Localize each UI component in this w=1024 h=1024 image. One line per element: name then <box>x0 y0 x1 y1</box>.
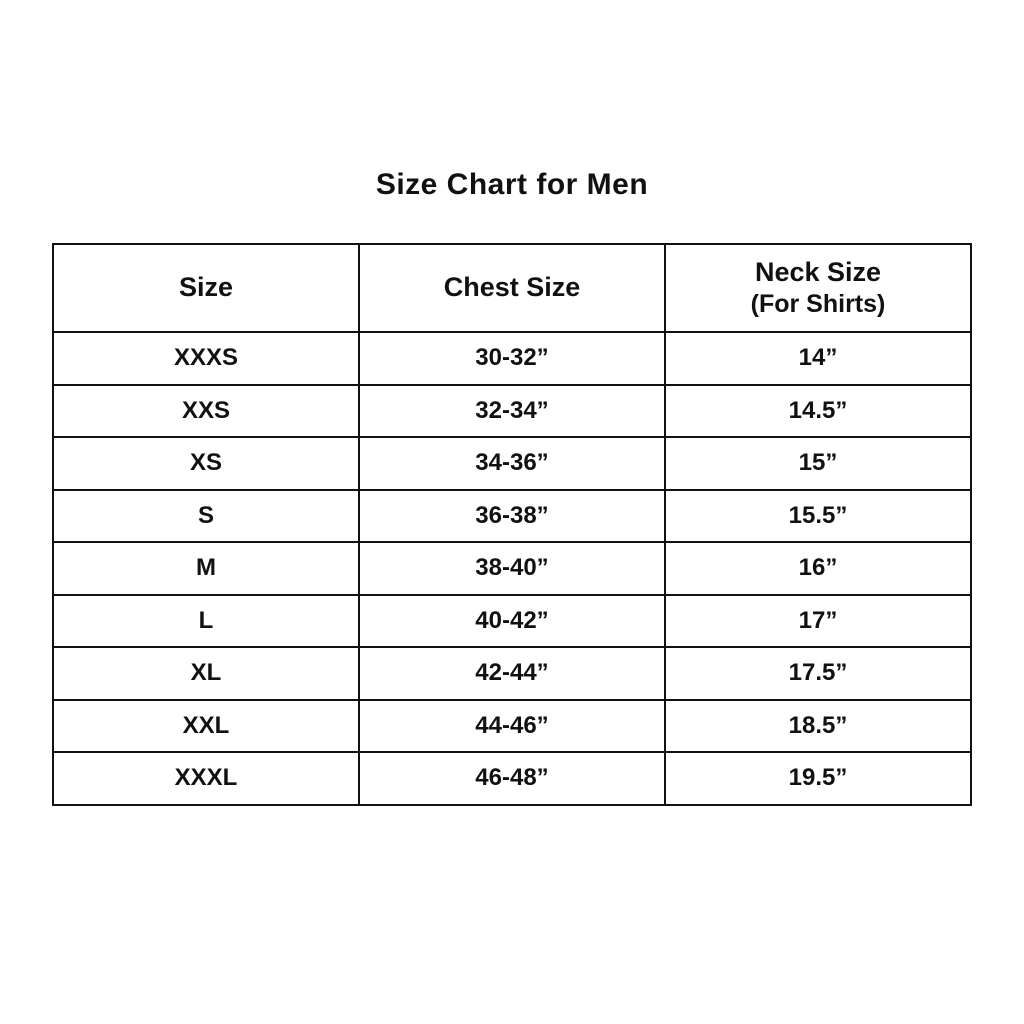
page-title: Size Chart for Men <box>375 168 649 201</box>
cell-chest: 44-46” <box>359 700 665 753</box>
table-row <box>53 595 971 648</box>
table-row <box>53 332 971 385</box>
cell-size: XXL <box>53 700 359 753</box>
cell-chest: 30-32” <box>359 332 665 385</box>
cell-size: M <box>53 542 359 595</box>
table-row <box>53 490 971 543</box>
table-row <box>53 700 971 753</box>
cell-chest: 32-34” <box>359 385 665 438</box>
header-neck-line2: (For Shirts) <box>750 290 886 319</box>
cell-chest: 40-42” <box>359 595 665 648</box>
cell-neck: 19.5” <box>665 752 971 805</box>
cell-neck: 15” <box>665 437 971 490</box>
cell-neck: 17.5” <box>665 647 971 700</box>
cell-size: XXS <box>53 385 359 438</box>
cell-size: S <box>53 490 359 543</box>
cell-size: XS <box>53 437 359 490</box>
header-neck-line1: Neck Size <box>754 256 882 287</box>
cell-size: XXXL <box>53 752 359 805</box>
table-row <box>53 752 971 805</box>
cell-chest: 42-44” <box>359 647 665 700</box>
cell-neck: 18.5” <box>665 700 971 753</box>
table-row <box>53 385 971 438</box>
cell-chest: 36-38” <box>359 490 665 543</box>
table-body <box>53 332 971 805</box>
cell-chest: 46-48” <box>359 752 665 805</box>
cell-chest: 38-40” <box>359 542 665 595</box>
table-row <box>53 542 971 595</box>
cell-neck: 14.5” <box>665 385 971 438</box>
cell-size: L <box>53 595 359 648</box>
header-cell-chest: Chest Size <box>359 244 665 332</box>
cell-neck: 14” <box>665 332 971 385</box>
header-cell-neck <box>665 244 971 332</box>
table-row <box>53 647 971 700</box>
cell-size: XL <box>53 647 359 700</box>
table-header <box>53 244 971 332</box>
table-row <box>53 437 971 490</box>
cell-chest: 34-36” <box>359 437 665 490</box>
cell-neck: 17” <box>665 595 971 648</box>
cell-neck: 16” <box>665 542 971 595</box>
size-chart-table <box>52 243 972 806</box>
header-row <box>53 244 971 332</box>
cell-neck: 15.5” <box>665 490 971 543</box>
header-cell-size: Size <box>53 244 359 332</box>
cell-size: XXXS <box>53 332 359 385</box>
